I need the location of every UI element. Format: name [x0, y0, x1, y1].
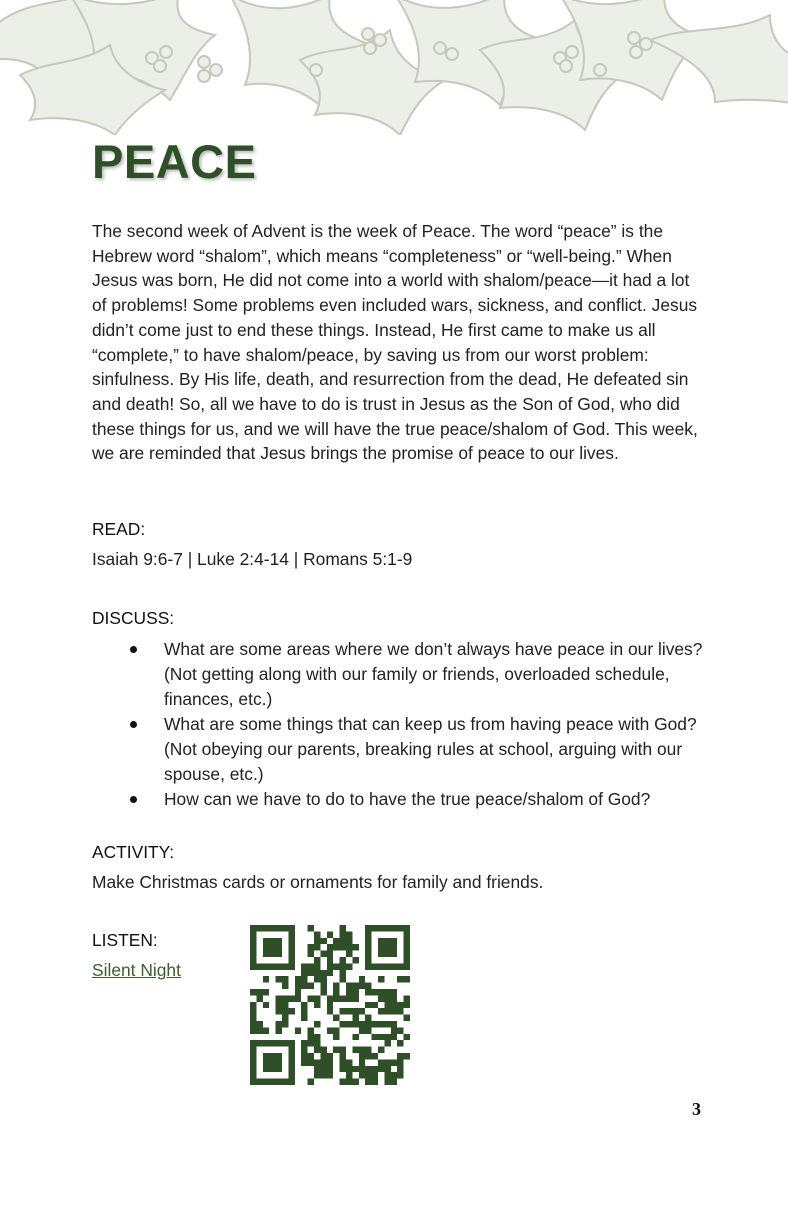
qr-module — [308, 1053, 314, 1059]
qr-module — [378, 1008, 384, 1014]
qr-module — [359, 1027, 365, 1033]
qr-module — [372, 1066, 378, 1072]
qr-module — [372, 1079, 378, 1085]
qr-module — [378, 1021, 384, 1027]
qr-module — [397, 1002, 403, 1008]
qr-module — [352, 1066, 358, 1072]
qr-module — [340, 957, 346, 963]
qr-module — [378, 995, 384, 1001]
qr-module — [320, 989, 326, 995]
qr-module — [378, 1066, 384, 1072]
qr-module — [327, 931, 333, 937]
qr-module — [314, 976, 320, 982]
qr-module — [314, 995, 320, 1001]
qr-module — [352, 1021, 358, 1027]
qr-module — [378, 989, 384, 995]
qr-module — [250, 1021, 256, 1027]
qr-module — [340, 1079, 346, 1085]
qr-module — [263, 989, 269, 995]
qr-module — [314, 970, 320, 976]
qr-module — [352, 995, 358, 1001]
qr-module — [320, 1053, 326, 1059]
qr-module — [346, 951, 352, 957]
qr-module — [340, 970, 346, 976]
qr-module — [391, 1072, 397, 1078]
qr-module — [397, 1059, 403, 1065]
page-number: 3 — [692, 1099, 701, 1119]
qr-module — [282, 1008, 288, 1014]
qr-module — [346, 1008, 352, 1014]
qr-module — [320, 1047, 326, 1053]
qr-module — [359, 1059, 365, 1065]
qr-module — [384, 995, 390, 1001]
qr-module — [301, 1008, 307, 1014]
qr-module — [276, 976, 282, 982]
qr-module — [320, 983, 326, 989]
qr-module — [320, 951, 326, 957]
qr-module — [352, 1008, 358, 1014]
qr-module — [327, 1053, 333, 1059]
qr-module — [340, 1059, 346, 1065]
qr-module — [378, 1034, 384, 1040]
qr-module — [308, 970, 314, 976]
qr-module — [391, 989, 397, 995]
qr-module — [333, 1034, 339, 1040]
qr-module — [346, 1059, 352, 1065]
qr-module — [333, 1027, 339, 1033]
qr-module — [404, 1015, 410, 1021]
qr-module — [327, 1002, 333, 1008]
qr-module — [352, 1047, 358, 1053]
qr-module — [391, 1034, 397, 1040]
bullet-icon — [130, 721, 137, 728]
qr-module — [352, 1015, 358, 1021]
qr-module — [346, 1066, 352, 1072]
qr-module — [365, 1072, 371, 1078]
qr-module — [314, 1002, 320, 1008]
qr-module — [397, 1066, 403, 1072]
qr-module — [256, 1027, 262, 1033]
qr-module — [391, 1059, 397, 1065]
qr-module — [314, 1040, 320, 1046]
intro-paragraph: The second week of Advent is the week of Peace. The word “peace” is the Hebrew word “shalom”, which means “completeness” or “well-being.” When Jesus was born, He did not come into a world with shalom/peace—it had a lot of problems! Some problems even included wars, sickness, and conflict. Jesus didn’t come just to end these things. Instead, He first came to make us all “complete,” to have shalom/peace, by saving us from our worst problem: sinfulness. By His life, death, and resurrection from the dead, He defeated sin and death! So, all we have to do is trust in Jesus as the Son of God, who did these things for us, and we will have the true peace/shalom of God. This week, we are reminded that Jesus brings the promise of peace to our lives. — [92, 221, 698, 464]
qr-module — [391, 1027, 397, 1033]
qr-module — [308, 1027, 314, 1033]
qr-module — [404, 1053, 410, 1059]
qr-module — [276, 995, 282, 1001]
qr-module — [314, 1034, 320, 1040]
discuss-item-text: How can we have to do to have the true peace/shalom of God? — [164, 789, 651, 809]
qr-module — [384, 1066, 390, 1072]
qr-module — [282, 1021, 288, 1027]
qr-module — [340, 976, 346, 982]
qr-module — [314, 1059, 320, 1065]
qr-module — [384, 1072, 390, 1078]
qr-module — [397, 976, 403, 982]
qr-module — [384, 1002, 390, 1008]
qr-module — [314, 1047, 320, 1053]
qr-module — [352, 1034, 358, 1040]
qr-module — [365, 1021, 371, 1027]
qr-module — [333, 938, 339, 944]
discuss-item-text: What are some things that can keep us from having peace with God? (Not obeying our parents, breaking rules at school, arguing with our spouse, etc.) — [164, 714, 697, 784]
qr-module — [397, 1027, 403, 1033]
qr-module — [359, 1021, 365, 1027]
qr-module — [301, 1040, 307, 1046]
qr-module — [372, 1034, 378, 1040]
qr-module — [397, 1053, 403, 1059]
qr-module — [346, 983, 352, 989]
qr-module — [288, 1008, 294, 1014]
qr-module — [384, 1059, 390, 1065]
discuss-list — [92, 637, 704, 812]
qr-module — [404, 976, 410, 982]
qr-module — [308, 1034, 314, 1040]
qr-module — [391, 1021, 397, 1027]
qr-module — [308, 1040, 314, 1046]
qr-module — [346, 1079, 352, 1085]
qr-module — [282, 1015, 288, 1021]
qr-module — [327, 1027, 333, 1033]
qr-module — [308, 1059, 314, 1065]
qr-module — [276, 1008, 282, 1014]
qr-module — [301, 1015, 307, 1021]
qr-module — [314, 1021, 320, 1027]
qr-module — [327, 951, 333, 957]
qr-module — [314, 944, 320, 950]
qr-module — [359, 1053, 365, 1059]
qr-module — [391, 995, 397, 1001]
qr-module — [314, 1072, 320, 1078]
qr-module — [365, 1066, 371, 1072]
qr-module — [301, 1002, 307, 1008]
qr-module — [282, 1002, 288, 1008]
qr-module — [372, 1021, 378, 1027]
qr-module — [327, 957, 333, 963]
qr-module — [301, 963, 307, 969]
qr-module — [333, 963, 339, 969]
qr-module — [276, 1027, 282, 1033]
qr-module — [384, 1040, 390, 1046]
qr-module — [340, 931, 346, 937]
qr-module — [378, 1059, 384, 1065]
qr-module — [340, 1047, 346, 1053]
qr-module — [308, 983, 314, 989]
qr-module — [365, 1047, 371, 1053]
qr-module — [372, 1072, 378, 1078]
qr-module — [384, 1079, 390, 1085]
qr-module — [391, 1002, 397, 1008]
qr-module — [391, 1079, 397, 1085]
qr-module — [346, 989, 352, 995]
qr-module — [282, 976, 288, 982]
qr-module — [346, 944, 352, 950]
qr-module — [384, 1021, 390, 1027]
qr-module — [384, 1034, 390, 1040]
qr-module — [301, 1059, 307, 1065]
discuss-heading: DISCUSS: — [92, 608, 175, 628]
qr-module — [314, 938, 320, 944]
qr-module — [301, 970, 307, 976]
qr-module — [365, 1002, 371, 1008]
listen-heading: LISTEN: — [92, 930, 158, 950]
qr-module — [327, 963, 333, 969]
qr-module — [308, 1079, 314, 1085]
qr-module — [250, 1015, 256, 1021]
qr-module — [352, 983, 358, 989]
discuss-item — [92, 712, 704, 787]
qr-module — [327, 944, 333, 950]
qr-module — [346, 931, 352, 937]
qr-module — [327, 1072, 333, 1078]
qr-module — [372, 989, 378, 995]
qr-module — [288, 995, 294, 1001]
qr-module — [320, 938, 326, 944]
qr-module — [333, 995, 339, 1001]
qr-module — [365, 1079, 371, 1085]
qr-module — [359, 1008, 365, 1014]
qr-module — [308, 963, 314, 969]
qr-module — [250, 1002, 256, 1008]
qr-module — [352, 957, 358, 963]
qr-module — [327, 1059, 333, 1065]
qr-module — [333, 944, 339, 950]
qr-module — [250, 989, 256, 995]
qr-module — [372, 1002, 378, 1008]
qr-module — [384, 989, 390, 995]
activity-heading: ACTIVITY: — [92, 842, 175, 862]
qr-module — [378, 976, 384, 982]
qr-module — [282, 983, 288, 989]
qr-module — [346, 995, 352, 1001]
qr-module — [359, 983, 365, 989]
qr-module — [404, 1002, 410, 1008]
qr-module — [333, 1047, 339, 1053]
qr-module — [320, 976, 326, 982]
qr-module — [359, 976, 365, 982]
qr-module — [263, 1002, 269, 1008]
qr-module — [276, 1021, 282, 1027]
qr-module — [404, 995, 410, 1001]
qr-module — [295, 995, 301, 1001]
qr-module — [314, 931, 320, 937]
qr-module — [404, 1034, 410, 1040]
qr-module — [256, 989, 262, 995]
page-title: PEACE — [92, 135, 257, 188]
qr-module — [365, 1027, 371, 1033]
qr-module — [256, 995, 262, 1001]
qr-module — [397, 1040, 403, 1046]
qr-module — [256, 1021, 262, 1027]
qr-module — [327, 970, 333, 976]
qr-module — [391, 1008, 397, 1014]
qr-module — [340, 1066, 346, 1072]
discuss-item-text: What are some areas where we don’t always have peace in our lives? (Not getting along with our family or friends, overloaded schedule, finances, etc.) — [164, 639, 703, 709]
qr-module — [352, 1079, 358, 1085]
qr-module — [276, 1002, 282, 1008]
holly-border-decoration — [0, 0, 788, 135]
qr-module — [346, 1072, 352, 1078]
qr-module — [295, 989, 301, 995]
bullet-icon — [130, 646, 137, 653]
qr-module — [340, 1008, 346, 1014]
qr-module — [320, 970, 326, 976]
qr-module — [333, 983, 339, 989]
qr-module — [346, 938, 352, 944]
activity-text: Make Christmas cards or ornaments for family and friends. — [92, 872, 544, 892]
qr-module — [384, 1008, 390, 1014]
qr-module — [372, 1053, 378, 1059]
qr-module — [333, 1015, 339, 1021]
qr-module — [352, 944, 358, 950]
bullet-icon — [130, 796, 137, 803]
qr-module — [301, 976, 307, 982]
qr-module — [320, 1059, 326, 1065]
qr-module — [340, 963, 346, 969]
qr-module — [295, 976, 301, 982]
qr-module — [397, 1008, 403, 1014]
qr-module — [365, 1053, 371, 1059]
qr-module — [397, 1072, 403, 1078]
qr-module — [359, 1066, 365, 1072]
qr-module — [282, 995, 288, 1001]
qr-module — [365, 989, 371, 995]
qr-module — [327, 995, 333, 1001]
qr-module — [365, 1015, 371, 1021]
read-heading: READ: — [92, 519, 146, 539]
qr-module — [346, 963, 352, 969]
qr-module — [340, 1021, 346, 1027]
silent-night-link[interactable]: Silent Night — [92, 960, 181, 980]
qr-module — [352, 989, 358, 995]
qr-module — [340, 925, 346, 931]
qr-module — [378, 1047, 384, 1053]
qr-module — [340, 944, 346, 950]
qr-module — [320, 1066, 326, 1072]
qr-module — [301, 1053, 307, 1059]
qr-module — [340, 995, 346, 1001]
qr-module — [314, 963, 320, 969]
qr-module — [250, 1027, 256, 1033]
qr-module — [314, 1066, 320, 1072]
qr-module — [301, 1047, 307, 1053]
qr-module — [340, 1053, 346, 1059]
qr-module — [250, 1008, 256, 1014]
read-passages: Isaiah 9:6-7 | Luke 2:4-14 | Romans 5:1-9 — [92, 549, 413, 569]
qr-module — [333, 989, 339, 995]
qr-module — [365, 983, 371, 989]
qr-module — [320, 1072, 326, 1078]
qr-module — [263, 976, 269, 982]
qr-module — [359, 1047, 365, 1053]
qr-module — [308, 995, 314, 1001]
qr-module — [340, 938, 346, 944]
qr-module — [327, 1066, 333, 1072]
qr-module — [301, 983, 307, 989]
discuss-item — [92, 787, 704, 812]
qr-code[interactable] — [250, 925, 410, 1085]
qr-module — [308, 951, 314, 957]
discuss-item — [92, 637, 704, 712]
qr-module — [314, 957, 320, 963]
qr-module — [346, 1021, 352, 1027]
qr-module — [295, 1027, 301, 1033]
qr-module — [295, 983, 301, 989]
qr-module — [327, 1008, 333, 1014]
qr-module — [359, 1072, 365, 1078]
qr-module — [308, 925, 314, 931]
qr-module — [308, 944, 314, 950]
qr-module — [263, 1027, 269, 1033]
